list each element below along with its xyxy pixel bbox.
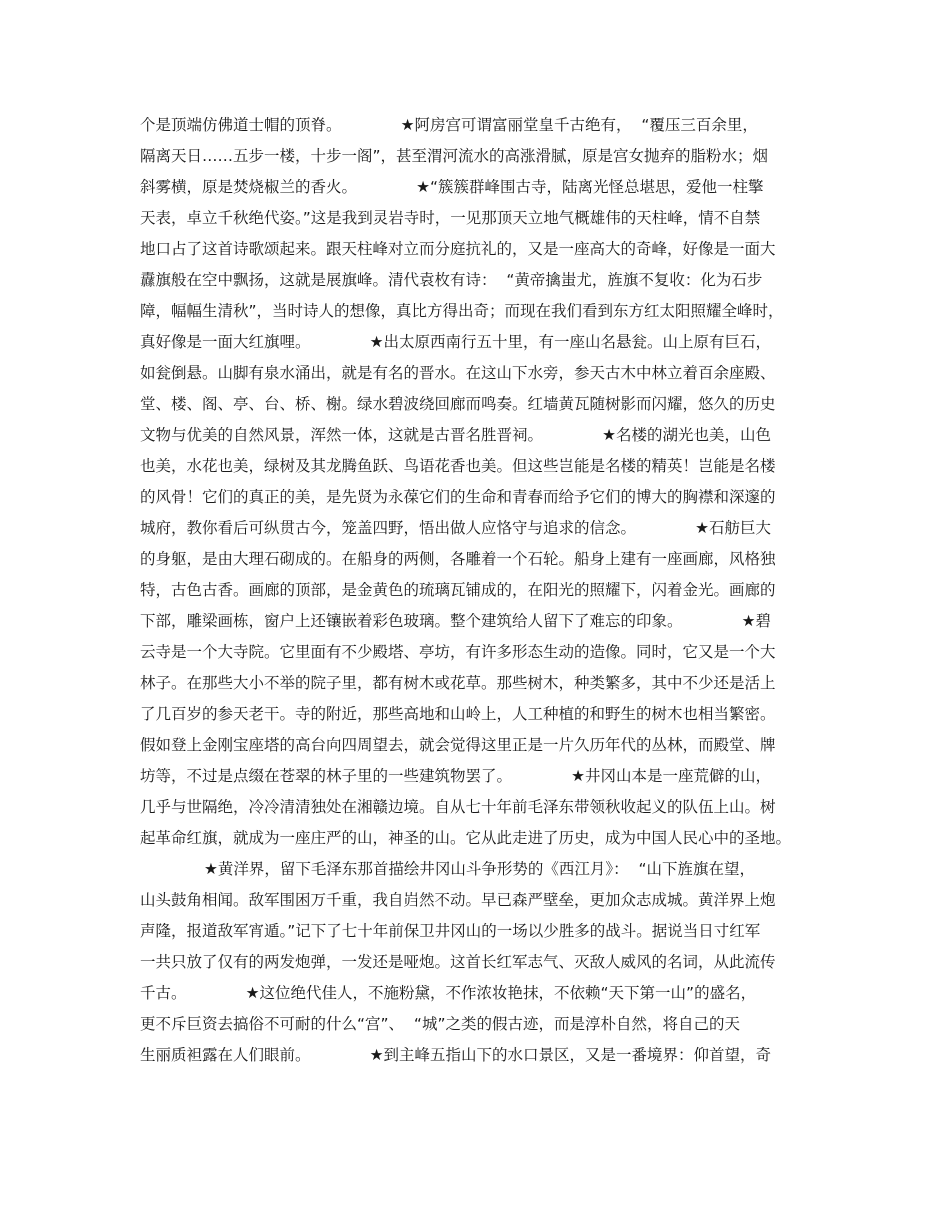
text-line: 地口占了这首诗歌颂起来。跟天柱峰对立而分庭抗礼的，又是一座高大的奇峰，好像是一面大 xyxy=(140,240,776,258)
text-line: 声隆，报道敌军宵遁。”记下了七十年前保卫井冈山的一场以少胜多的战斗。据说当日寸红军 xyxy=(140,922,761,940)
text-line: 天表，卓立千秋绝代姿。”这是我到灵岩寺时，一见那顶天立地气概雄伟的天柱峰，情不自禁 xyxy=(140,209,761,227)
text-line: 真好像是一面大红旗哩。 ★出太原西南行五十里，有一座山名悬瓮。山上原有巨石， xyxy=(140,333,772,351)
text-line: 城府，教你看后可纵贯古今，笼盖四野，悟出做人应恪守与追求的信念。 ★石舫巨大 xyxy=(140,519,772,537)
text-line: 假如登上金刚宝座塔的高台向四周望去，就会觉得这里正是一片久历年代的丛林，而殿堂、牌 xyxy=(140,736,776,754)
text-line: 如瓮倒悬。山脚有泉水涌出，就是有名的晋水。在这山下水旁，参天古木中林立着百余座殿、 xyxy=(140,364,776,382)
text-line: 几乎与世隔绝，冷冷清清独处在湘赣边境。自从七十年前毛泽东带领秋收起义的队伍上山。树 xyxy=(140,798,776,816)
text-line: 云寺是一个大寺院。它里面有不少殿塔、亭坊，有许多形态生动的造像。同时，它又是一个大 xyxy=(140,643,776,661)
text-line: 障，幅幅生清秋”，当时诗人的想像，真比方得出奇；而现在我们看到东方红太阳照耀全峰时， xyxy=(140,302,784,320)
text-line: 特，古色古香。画廊的顶部，是金黄色的琉璃瓦铺成的，在阳光的照耀下，闪着金光。画廊的 xyxy=(140,581,776,599)
text-line: 文物与优美的自然风景，浑然一体，这就是古晋名胜晋祠。 ★名楼的湖光也美，山色 xyxy=(140,426,772,444)
text-line: 纛旗般在空中飘扬，这就是展旗峰。清代袁枚有诗： “黄帝擒蚩尤，旌旗不复收：化为石步 xyxy=(140,271,763,289)
text-line: 的风骨！它们的真正的美，是先贤为永葆它们的生命和青春而给予它们的博大的胸襟和深邃的 xyxy=(140,488,776,506)
text-line: 林子。在那些大小不举的院子里，都有树木或花草。那些树木，种类繁多，其中不少还是活上 xyxy=(140,674,776,692)
text-line: 个是顶端仿佛道士帽的顶脊。 ★阿房宫可谓富丽堂皇千古绝有， “覆压三百余里， xyxy=(140,116,758,134)
text-line: 下部，雕梁画栋，窗户上还镶嵌着彩色玻璃。整个建筑给人留下了难忘的印象。 ★碧 xyxy=(140,612,772,630)
body-text xyxy=(140,110,820,1071)
text-line: 坊等，不过是点缀在苍翠的林子里的一些建筑物罢了。 ★井冈山本是一座荒僻的山， xyxy=(140,767,772,785)
text-line: 千古。 ★这位绝代佳人，不施粉黛，不作浓妆艳抹，不依赖“天下第一山”的盛名， xyxy=(140,984,757,1002)
text-line: 也美，水花也美，绿树及其龙腾鱼跃、鸟语花香也美。但这些岂能是名楼的精英！岂能是名楼 xyxy=(140,457,776,475)
text-line: 一共只放了仅有的两发炮弹，一发还是哑炮。这首长红军志气、灭敌人威风的名词，从此流传 xyxy=(140,953,776,971)
text-line: 的身躯，是由大理石砌成的。在船身的两侧，各雕着一个石轮。船身上建有一座画廊，风格独 xyxy=(140,550,776,568)
text-line: 山头鼓角相闻。敌军围困万千重，我自岿然不动。早已森严壁垒，更加众志成城。黄洋界上炮 xyxy=(140,891,776,909)
text-line: ★黄洋界，留下毛泽东那首描绘井冈山斗争形势的《西江月》： “山下旌旗在望， xyxy=(204,860,756,878)
text-line: 生丽质袒露在人们眼前。 ★到主峰五指山下的水口景区，又是一番境界：仰首望，奇 xyxy=(140,1046,772,1064)
text-line: 更不斥巨资去搞俗不可耐的什么“宫”、 “城”之类的假古迹，而是淳朴自然，将自己的天 xyxy=(140,1015,740,1033)
text-line: 了几百岁的参天老干。寺的附近，那些高地和山岭上，人工种植的和野生的树木也相当繁密。 xyxy=(140,705,776,723)
text-line: 斜雾横，原是焚烧椒兰的香火。 ★“簇簇群峰围古寺，陆离光怪总堪思，爱他一柱擎 xyxy=(140,178,764,196)
text-line: 堂、楼、阁、亭、台、桥、榭。绿水碧波绕回廊而鸣奏。红墙黄瓦随树影而闪耀，悠久的历史 xyxy=(140,395,776,413)
text-line: 隔离天日……五步一楼，十步一阁”，甚至渭河流水的高涨滑腻，原是宫女抛弃的脂粉水；烟 xyxy=(140,147,769,165)
text-line: 起革命红旗，就成为一座庄严的山，神圣的山。它从此走进了历史，成为中国人民心中的圣地。 xyxy=(140,829,792,847)
